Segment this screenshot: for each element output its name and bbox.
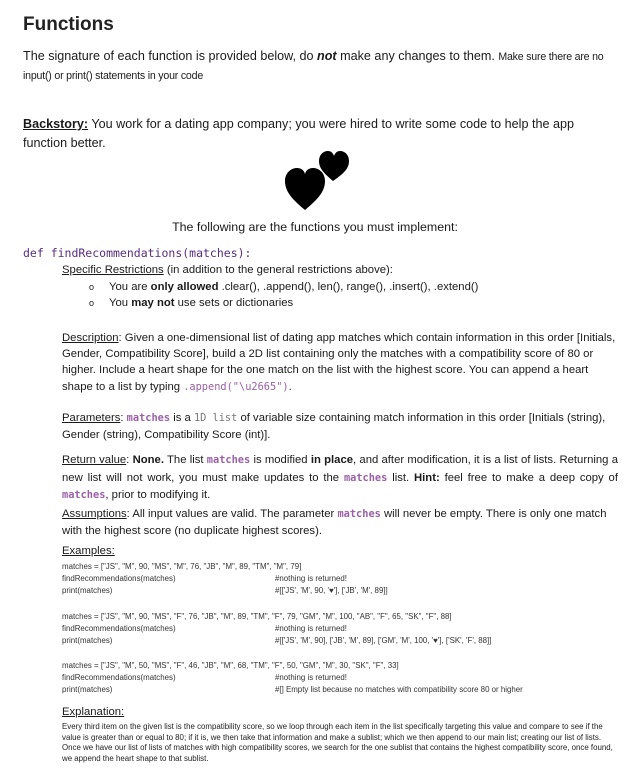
example-comment: #nothing is returned!: [275, 673, 347, 682]
restriction-bold: only allowed: [150, 281, 219, 293]
text: feel free to make a deep copy of: [439, 471, 618, 484]
example-code-line: findRecommendations(matches): [62, 624, 176, 633]
restriction-text: .clear(), .append(), len(), range(), .insert(), .extend(): [218, 281, 479, 293]
inline-code: matches: [343, 471, 388, 484]
examples-label: Examples:: [62, 545, 115, 557]
text: is modified: [250, 454, 311, 466]
text: The list: [163, 454, 207, 466]
inline-code: 1D list: [193, 412, 238, 424]
explanation-text: Every third item on the given list is the compatibility score, so we loop through each item in the list specifically targeting this value and compare to see if the value is greater than or equal to 80; if it is, we then take that information and make a sublist; which we then append to our main list; creating our list of lists. Once we have our list of lists of matches with high compatibility scores, we search for the one sublist that contains the highest compatibility score, once found, we append the heart shape to that sublist.: [62, 722, 613, 763]
restriction-bold: may not: [131, 297, 175, 309]
inline-code: matches: [126, 412, 171, 424]
restriction-text: You: [109, 297, 132, 309]
page-title: Functions: [23, 14, 114, 35]
text-bold: in place: [310, 454, 354, 466]
inline-code: matches: [62, 489, 106, 501]
intro-paragraph: [23, 47, 618, 85]
assumptions-paragraph: [62, 506, 618, 540]
intro-text-2: make any changes to them.: [336, 49, 499, 63]
text: will never be empty. There is only one match with the highest score (no duplicate highest scores).: [62, 508, 607, 537]
example-comment: #[['JS', 'M', 90, '♥'], ['JB', 'M', 89]]: [275, 586, 388, 595]
return-label: Return value: [62, 454, 127, 466]
text-bold: Hint:: [414, 471, 440, 484]
text: list.: [387, 471, 414, 484]
text: , and after modification, it is a list of lists. Returning a new list will not work, you must make updates to the: [62, 454, 618, 484]
function-signature: def findRecommendations(matches):: [23, 246, 252, 260]
functions-intro: The following are the functions you must implement:: [172, 220, 458, 234]
two-hearts-icon: [283, 148, 351, 217]
description-label: Description: [62, 332, 119, 344]
description-text: : Given a one-dimensional list of dating app matches which contain information in this order [Initials, Gender, Compatibility Score], build a 2D list containing only the matches with a compatibility score of 80 or higher. Include a heart shape for the one match on the list with the highest score. You can append a heart shape to a list by typing: [62, 332, 616, 393]
return-value-paragraph: [62, 452, 618, 505]
restriction-text: use sets or dictionaries: [174, 297, 294, 309]
assumptions-label: Assumptions: [62, 508, 127, 520]
example-comment: #[] Empty list because no matches with compatibility score 80 or higher: [275, 685, 523, 694]
text: , prior to modifying it.: [105, 489, 211, 501]
example-code-line: matches = ["JS", "M", 90, "MS", "F", 76, "JB", "M", 89, "TM", "F", 79, "GM", "M", 100, "AB", "F", 65, "SK", "F", 88]: [62, 612, 452, 621]
backstory-label: Backstory:: [23, 117, 89, 131]
inline-code: matches: [206, 454, 251, 466]
description-paragraph: [62, 330, 617, 395]
text: of variable size containing match information in this order [Initials (string), Gender (string), Compatibility Score (int)].: [62, 412, 606, 441]
text: : All input values are valid. The parameter: [126, 508, 338, 520]
specific-rest: (in addition to the general restrictions above):: [163, 264, 393, 276]
inline-code: .append("\u2665"): [183, 380, 289, 393]
intro-not: not: [317, 49, 337, 63]
parameters-paragraph: [62, 410, 617, 444]
example-comment: #nothing is returned!: [275, 624, 347, 633]
example-code-line: findRecommendations(matches): [62, 673, 176, 682]
explanation-label: Explanation:: [62, 706, 125, 718]
backstory-text: You work for a dating app company; you were hired to write some code to help the app function better.: [23, 117, 574, 150]
intro-text: The signature of each function is provided below, do: [23, 49, 318, 63]
text: :: [126, 454, 133, 466]
description-end: .: [288, 380, 292, 393]
specific-restrictions: [62, 264, 393, 276]
text-bold: None.: [132, 454, 164, 466]
restriction-text: You are: [109, 281, 151, 293]
intro-note: Make sure there are no input() or print() statements in your code: [23, 51, 604, 82]
example-code-line: print(matches): [62, 586, 113, 595]
restriction-item: o You are only allowed .clear(), .append(), len(), range(), .insert(), .extend(): [89, 281, 479, 293]
specific-label: Specific Restrictions: [62, 264, 164, 276]
example-code-line: print(matches): [62, 636, 113, 645]
example-code-line: print(matches): [62, 685, 113, 694]
example-code-line: matches = ["JS", "M", 50, "MS", "F", 46, "JB", "M", 68, "TM", "F", 50, "GM", "M", 30, "SK", "F", 33]: [62, 661, 399, 670]
example-comment: #[['JS', 'M', 90], ['JB', 'M', 89], ['GM', 'M', 100, '♥'], ['SK', 'F', 88]]: [275, 636, 492, 645]
restriction-item: o You may not use sets or dictionaries: [89, 297, 294, 309]
example-code-line: findRecommendations(matches): [62, 574, 176, 583]
text: :: [120, 412, 127, 424]
text: is a: [170, 412, 194, 424]
parameters-label: Parameters: [62, 412, 121, 424]
example-code-line: matches = ["JS", "M", 90, "MS", "M", 76, "JB", "M", 89, "TM", "M", 79]: [62, 562, 302, 571]
example-comment: #nothing is returned!: [275, 574, 347, 583]
inline-code: matches: [337, 508, 381, 520]
